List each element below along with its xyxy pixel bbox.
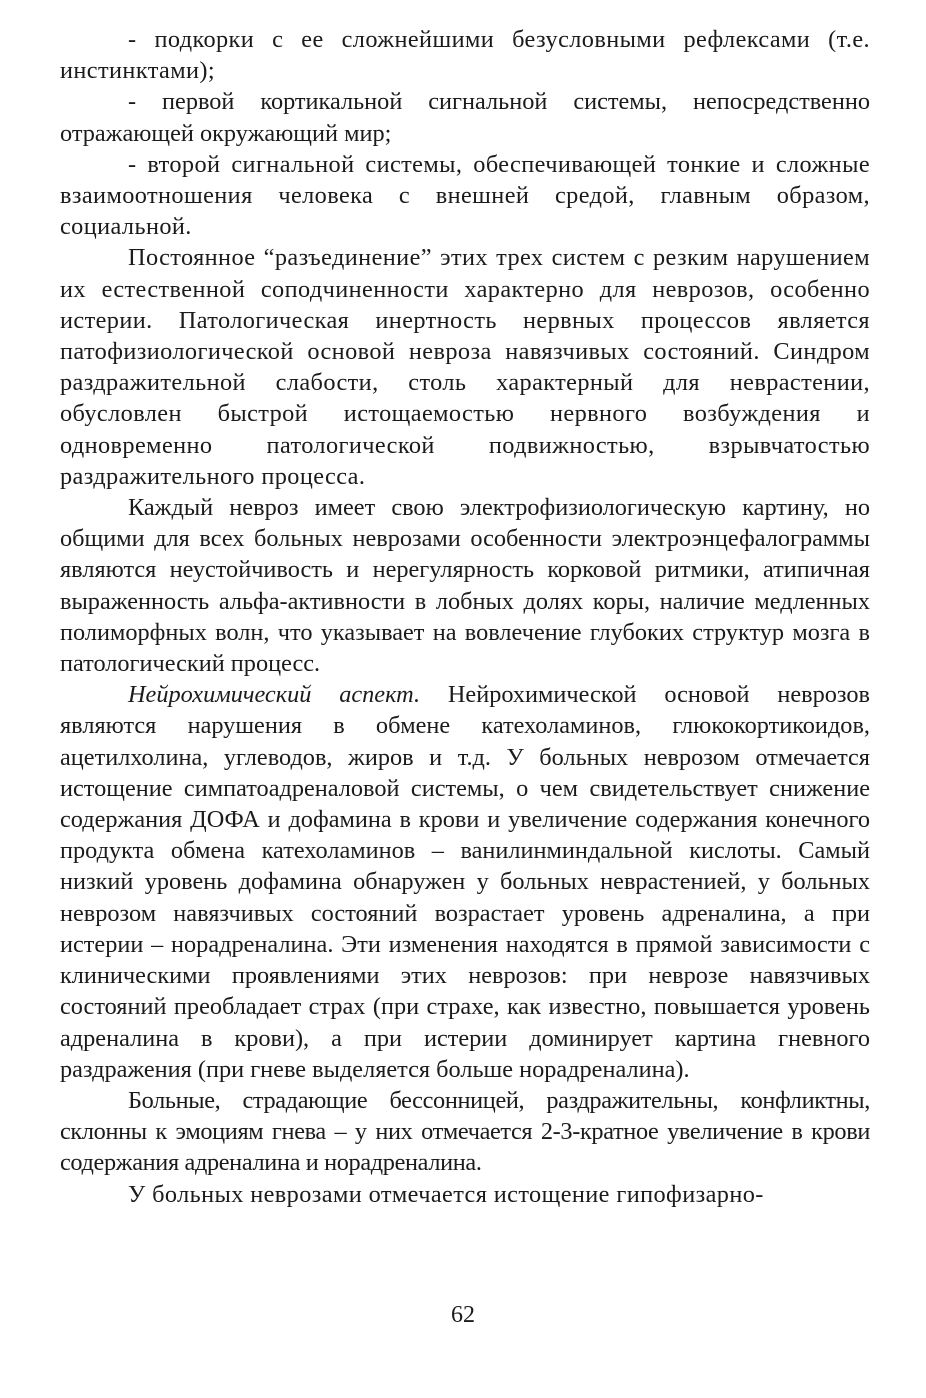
- paragraph-6: [60, 679, 870, 1085]
- paragraph-4: [60, 242, 870, 492]
- paragraph-8-text: У больных неврозами отмечается истощение гипофизарно-: [128, 1180, 764, 1208]
- paragraph-5: [60, 492, 870, 679]
- paragraph-3: [60, 149, 870, 243]
- paragraph-5-text: Каждый невроз имеет свою электрофизиологическую картину, но общими для всех больных неврозами особенности электроэнцефалограммы являются неустойчивость и нерегулярность корковой ритмики, атипичная выраженность альфа-активности в лобных долях коры, наличие медленных полиморфных волн, что указывает на вовлечение глубоких структур мозга в патологический процесс.: [60, 494, 870, 678]
- paragraph-7-text: Больные, страдающие бессонницей, раздражительны, конфликтны, склонны к эмоциям гнева – у них отмечается 2-3-кратное увеличение в крови содержания адреналина и норадреналина.: [60, 1086, 870, 1177]
- paragraph-7: [60, 1085, 870, 1179]
- paragraph-6-text: Нейрохимической основой неврозов являются нарушения в обмене катехоламинов, глюкокортикоидов, ацетилхолина, углеводов, жиров и т.д. У больных неврозом отмечается истощение симпатоадреналовой системы, о чем свидетельствует снижение содержания ДОФА и дофамина в крови и увеличение содержания конечного продукта обмена катехоламинов – ванилинминдальной кислоты. Самый низкий уровень дофамина обнаружен у больных неврастенией, у больных неврозом навязчивых состояний возрастает уровень адреналина, а при истерии – норадреналина. Эти изменения находятся в прямой зависимости с клиническими проявлениями этих неврозов: при неврозе навязчивых состояний преобладает страх (при страхе, как известно, повышается уровень адреналина в крови), а при истерии доминирует картина гневного раздражения (при гневе выделяется больше норадреналина).: [60, 681, 871, 1083]
- paragraph-2-text: - первой кортикальной сигнальной системы, непосредственно отражающей окружающий мир;: [60, 88, 870, 147]
- paragraph-8: [60, 1179, 870, 1210]
- paragraph-3-text: - второй сигнальной системы, обеспечивающей тонкие и сложные взаимоотношения человека с внешней средой, главным образом, социальной.: [60, 150, 870, 241]
- paragraph-2: [60, 86, 870, 148]
- page-number: 62: [451, 1302, 475, 1328]
- section-lead-italic: Нейрохимический аспект.: [128, 681, 421, 709]
- paragraph-4-text: Постоянное “разъединение” этих трех систем с резким нарушением их естественной соподчиненности характерно для неврозов, особенно истерии. Патологическая инертность нервных процессов является патофизиологической основой невроза навязчивых состояний. Синдром раздражительной слабости, столь характерный для неврастении, обусловлен быстрой истощаемостью нервного возбуждения и одновременно патологической подвижностью, взрывчатостью раздражительного процесса.: [60, 244, 870, 490]
- paragraph-1-text: - подкорки с ее сложнейшими безусловными рефлексами (т.е. инстинктами);: [60, 26, 870, 85]
- paragraph-1: [60, 24, 870, 86]
- page-text: [60, 24, 870, 1210]
